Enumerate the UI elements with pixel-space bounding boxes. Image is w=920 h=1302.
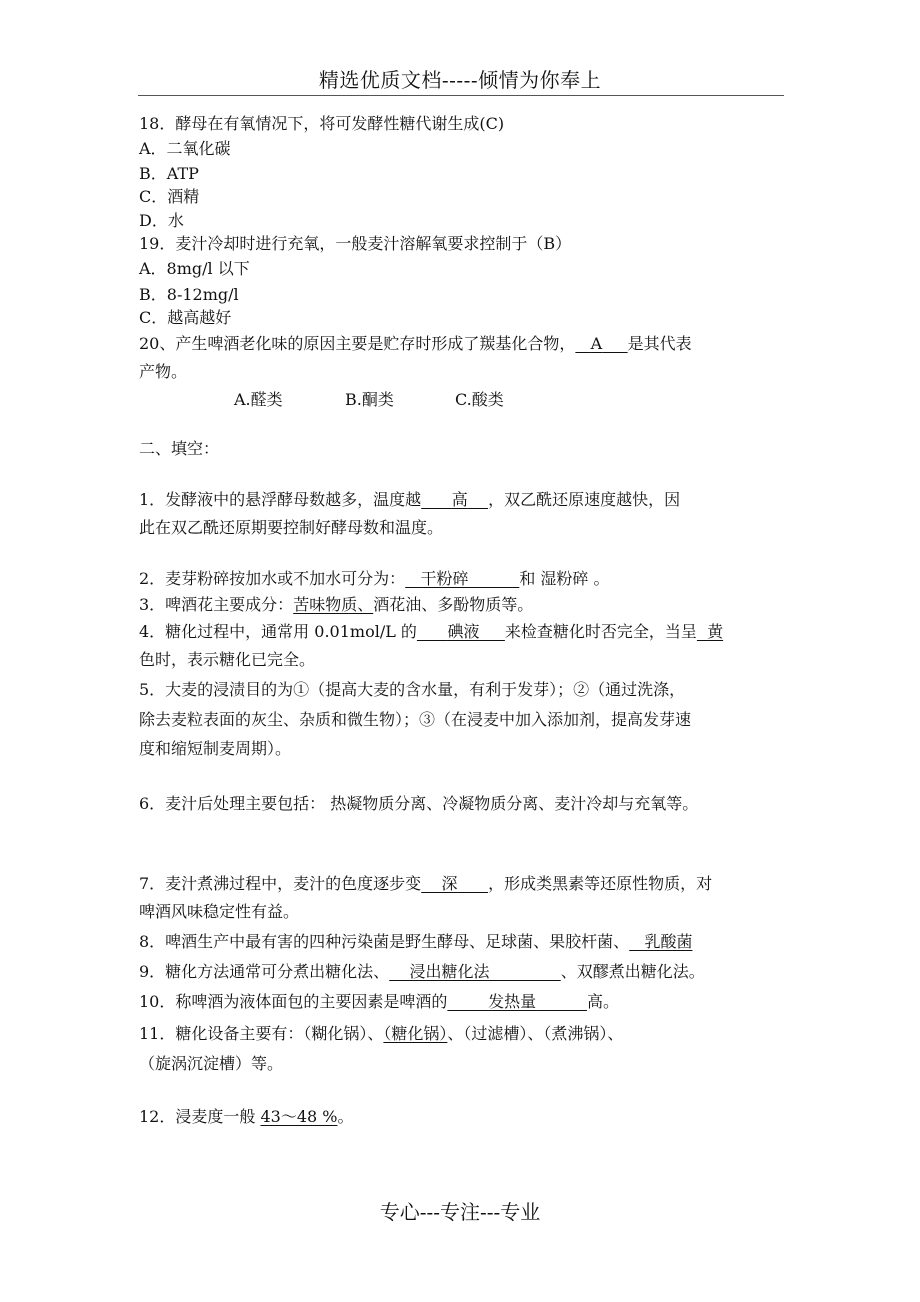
fill-8-answer: 乳酸菌 [644,932,693,951]
fill-4-line2: 色时，表示糖化已完全。 [139,650,316,669]
fill-10: 10．称啤酒为液体面包的主要因素是啤酒的 发热量 高。 [139,992,619,1011]
fill-12: 12．浸麦度一般 43～48 %。 [139,1107,354,1126]
q20-line2: 产物。 [139,362,188,381]
q20-prefix: 20、产生啤酒老化味的原因主要是贮存时形成了羰基化合物， [139,334,576,353]
fill-7: 7．麦汁煮沸过程中，麦汁的色度逐步变 深 ，形成类黑素等还原性物质，对 [139,874,713,893]
q20-suffix: 是其代表 [627,334,692,353]
page-footer: 专心---专注---专业 [379,1200,541,1224]
fill-11-answer: （糖化锅） [383,1024,448,1043]
fill-3: 3．啤酒花主要成分：苦味物质、酒花油、多酚物质等。 [139,595,534,614]
q19-option-a: A．8mg/l 以下 [139,259,250,278]
q20-answer: A [590,334,603,353]
fill-11: 11．糖化设备主要有：（糊化锅）、（糖化锅）、（过滤槽）、（煮沸锅）、 [139,1024,624,1043]
fill-9-answer: 浸出糖化法 [409,962,490,981]
q18-option-a: A．二氧化碳 [139,139,231,158]
fill-12-answer: 43～48 % [260,1107,338,1126]
fill-4: 4．糖化过程中，通常用 0.01mol/L 的 碘液 来检查糖化时否完全，当呈 黄 [139,622,724,641]
q19-option-b: B．8-12mg/l [139,285,239,304]
fill-6: 6．麦汁后处理主要包括： 热凝物质分离、冷凝物质分离、麦汁冷却与充氧等。 [139,794,699,813]
q18-option-d: D．水 [139,211,184,230]
q20-question [139,334,692,354]
q19-option-c: C．越高越好 [139,308,232,327]
fill-8: 8．啤酒生产中最有害的四种污染菌是野生酵母、足球菌、果胶杆菌、 乳酸菌 [139,932,693,951]
fill-4-answer2: 黄 [707,622,724,641]
q20-option-b: B.酮类 [345,390,394,409]
fill-2-answer: 干粉碎 [420,569,469,588]
section-title: 二、填空： [139,439,220,458]
q20-answer-blank [575,334,627,353]
fill-1-answer: 高 [451,490,468,509]
fill-2: 2．麦芽粉碎按加水或不加水可分为： 干粉碎 和 湿粉碎 。 [139,569,610,588]
fill-10-answer: 发热量 [488,992,537,1011]
fill-5-line2: 除去麦粒表面的灰尘、杂质和微生物）；③（在浸麦中加入添加剂，提高发芽速 [139,710,692,729]
q20-option-c: C.酸类 [455,390,504,409]
q18-option-c: C．酒精 [139,187,200,206]
fill-4-answer: 碘液 [447,622,480,641]
q19-question: 19．麦汁冷却时进行充氧，一般麦汁溶解氧要求控制于（B） [139,234,572,253]
fill-5-line1: 5．大麦的浸渍目的为①（提高大麦的含水量，有利于发芽）；②（通过洗涤， [139,680,686,699]
q20-option-a: A.醛类 [234,390,283,409]
fill-7-answer: 深 [441,874,458,893]
fill-5-line3: 度和缩短制麦周期）。 [139,739,292,758]
fill-9: 9．糖化方法通常可分煮出糖化法、 浸出糖化法 、双醪煮出糖化法。 [139,962,705,981]
fill-1-line2: 此在双乙酰还原期要控制好酵母数和温度。 [139,518,444,537]
fill-7-line2: 啤酒风味稳定性有益。 [139,902,300,921]
fill-11-line2: （旋涡沉淀槽）等。 [139,1054,284,1073]
page-header: 精选优质文档-----倾情为你奉上 [318,68,602,92]
q18-question: 18．酵母在有氧情况下，将可发酵性糖代谢生成(C) [139,114,505,133]
fill-3-answer: 苦味物质、 [293,595,374,614]
q18-option-b: B．ATP [139,164,199,183]
fill-1: 1．发酵液中的悬浮酵母数越多，温度越 高 ，双乙酰还原速度越快，因 [139,490,681,509]
header-rule [138,95,784,96]
